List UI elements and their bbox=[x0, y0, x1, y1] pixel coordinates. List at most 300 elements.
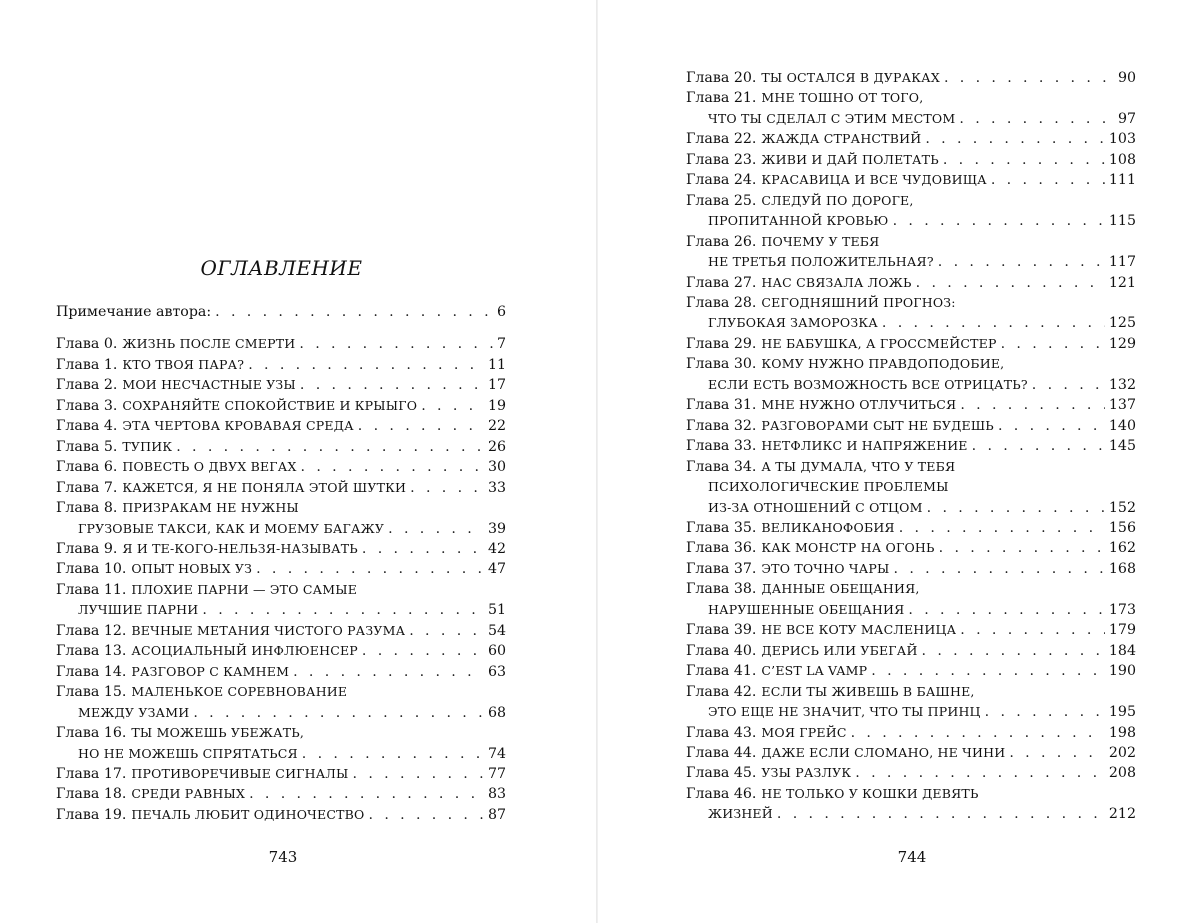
dot-leader bbox=[916, 273, 1105, 293]
chapter-number: Глава 18. bbox=[56, 786, 127, 803]
chapter-number: Глава 35. bbox=[686, 519, 757, 536]
dot-leader bbox=[193, 703, 484, 723]
page-ref: 108 bbox=[1108, 151, 1136, 168]
page-ref: 168 bbox=[1108, 560, 1136, 577]
page-ref: 30 bbox=[487, 459, 506, 476]
chapter-title: ТЫ ОСТАЛСЯ В ДУРАКАХ bbox=[761, 70, 940, 85]
chapter-number: Глава 5. bbox=[56, 438, 118, 455]
chapter-title: ПРОПИТАННОЙ КРОВЬЮ bbox=[708, 213, 889, 229]
page-ref: 117 bbox=[1108, 254, 1136, 271]
toc-entry bbox=[686, 191, 1136, 232]
toc-entry bbox=[686, 620, 1136, 640]
toc-entry bbox=[56, 437, 506, 457]
chapter-number: Глава 33. bbox=[686, 438, 757, 455]
toc-entry-line bbox=[686, 600, 1136, 620]
dot-leader bbox=[991, 170, 1105, 190]
chapter-number: Глава 42. bbox=[686, 683, 757, 700]
toc-entry-line bbox=[56, 621, 506, 641]
toc-entry-line bbox=[686, 763, 1136, 783]
toc-entry-line bbox=[56, 559, 506, 579]
dot-leader bbox=[248, 355, 484, 375]
chapter-title: ПРОТИВОРЕЧИВЫЕ СИГНАЛЫ bbox=[131, 765, 349, 781]
toc-entry-line bbox=[686, 273, 1136, 293]
page-number-left: 743 bbox=[268, 848, 298, 866]
dot-leader bbox=[388, 519, 484, 539]
chapter-number: Глава 24. bbox=[686, 172, 757, 189]
toc-entry bbox=[686, 129, 1136, 149]
toc-entry-line bbox=[56, 519, 506, 539]
dot-leader bbox=[871, 661, 1105, 681]
toc-entry-line bbox=[686, 416, 1136, 436]
toc-entry-line bbox=[686, 661, 1136, 681]
chapter-number: Глава 23. bbox=[686, 151, 757, 168]
toc-entry bbox=[686, 150, 1136, 170]
toc-entry-line bbox=[686, 354, 1136, 374]
chapter-title: НЕ ТРЕТЬЯ ПОЛОЖИТЕЛЬНАЯ? bbox=[708, 254, 934, 270]
toc-entry-line bbox=[56, 723, 506, 743]
toc-entry-line bbox=[56, 641, 506, 661]
toc-entry bbox=[686, 273, 1136, 293]
toc-entry-line bbox=[686, 170, 1136, 190]
toc-entry bbox=[686, 579, 1136, 620]
page-ref: 162 bbox=[1108, 540, 1136, 557]
chapter-title: ЖИЗНЕЙ bbox=[708, 806, 773, 822]
page-ref: 115 bbox=[1108, 213, 1136, 230]
toc-entry-line bbox=[56, 416, 506, 436]
chapter-number: Глава 31. bbox=[686, 397, 757, 414]
dot-leader bbox=[972, 436, 1105, 456]
page-ref: 22 bbox=[487, 418, 506, 435]
dot-leader bbox=[944, 68, 1114, 88]
toc-entry bbox=[686, 457, 1136, 518]
chapter-title: ЕСЛИ ЕСТЬ ВОЗМОЖНОСТЬ ВСЕ ОТРИЦАТЬ? bbox=[708, 376, 1028, 392]
dot-leader bbox=[409, 621, 484, 641]
chapter-title: МЕЖДУ УЗАМИ bbox=[78, 704, 190, 720]
toc-entry-line bbox=[686, 129, 1136, 149]
author-note-label: Примечание автора: bbox=[56, 304, 212, 320]
chapter-title: ВЕЧНЫЕ МЕТАНИЯ ЧИСТОГО РАЗУМА bbox=[131, 622, 406, 638]
chapter-number: Глава 34. bbox=[686, 458, 757, 475]
page-ref: 208 bbox=[1108, 765, 1136, 782]
page-ref: 19 bbox=[487, 397, 506, 414]
toc-entry-line bbox=[686, 723, 1136, 743]
toc-entry-line bbox=[686, 457, 1136, 477]
toc-entry bbox=[56, 498, 506, 539]
chapter-title: ТУПИК bbox=[122, 438, 173, 454]
dot-leader bbox=[927, 498, 1105, 518]
dot-leader bbox=[893, 211, 1105, 231]
toc-entry-line bbox=[686, 375, 1136, 395]
toc-entry-line bbox=[56, 539, 506, 559]
chapter-number: Глава 6. bbox=[56, 459, 118, 476]
chapter-title: РАЗГОВОРАМИ СЫТ НЕ БУДЕШЬ bbox=[761, 417, 994, 433]
dot-leader bbox=[301, 457, 484, 477]
toc-entry-line bbox=[56, 302, 506, 322]
page-ref: 68 bbox=[487, 704, 506, 721]
toc-entry-line bbox=[56, 703, 506, 723]
toc-entry bbox=[56, 621, 506, 641]
toc-entry bbox=[56, 478, 506, 498]
dot-leader bbox=[302, 744, 484, 764]
chapter-number: Глава 39. bbox=[686, 622, 757, 639]
gutter-divider bbox=[596, 0, 598, 923]
chapter-number: Глава 38. bbox=[686, 581, 757, 598]
chapter-number: Глава 2. bbox=[56, 377, 118, 394]
page-ref: 195 bbox=[1108, 704, 1136, 721]
chapter-title: НЕ БАБУШКА, А ГРОССМЕЙСТЕР bbox=[761, 335, 997, 351]
page-ref: 190 bbox=[1108, 663, 1136, 680]
dot-leader bbox=[299, 334, 493, 354]
chapter-number: Глава 43. bbox=[686, 724, 757, 741]
chapter-title: СОХРАНЯЙТЕ СПОКОЙСТВИЕ И КРЫЫГО bbox=[122, 397, 418, 413]
chapter-title: ГРУЗОВЫЕ ТАКСИ, КАК И МОЕМУ БАГАЖУ bbox=[78, 520, 385, 536]
chapter-title: ТЫ МОЖЕШЬ УБЕЖАТЬ, bbox=[131, 725, 305, 741]
chapter-number: Глава 25. bbox=[686, 192, 757, 209]
chapter-title: ОПЫТ НОВЫХ УЗ bbox=[131, 561, 253, 577]
chapter-number: Глава 28. bbox=[686, 294, 757, 311]
chapter-title: ДЕРИСЬ ИЛИ УБЕГАЙ bbox=[761, 642, 918, 658]
chapter-title: ВЕЛИКАНОФОБИЯ bbox=[761, 519, 895, 535]
chapter-title: МАЛЕНЬКОЕ СОРЕВНОВАНИЕ bbox=[131, 684, 348, 700]
dot-leader bbox=[293, 662, 484, 682]
toc-entry-line bbox=[686, 743, 1136, 763]
toc-entry bbox=[56, 682, 506, 723]
toc-entry-line bbox=[56, 805, 506, 825]
page-ref: 152 bbox=[1108, 499, 1136, 516]
page-ref: 179 bbox=[1108, 622, 1136, 639]
chapter-title: РАЗГОВОР С КАМНЕМ bbox=[131, 663, 290, 679]
dot-leader bbox=[943, 150, 1105, 170]
page-ref: 202 bbox=[1108, 744, 1136, 761]
chapter-title: ЭТО ЕЩЕ НЕ ЗНАЧИТ, ЧТО ТЫ ПРИНЦ bbox=[708, 704, 981, 720]
chapter-title: СЕГОДНЯШНИЙ ПРОГНОЗ: bbox=[761, 294, 956, 310]
page-ref: 6 bbox=[496, 304, 506, 320]
chapter-number: Глава 7. bbox=[56, 479, 118, 496]
chapter-number: Глава 20. bbox=[686, 70, 757, 86]
page-ref: 17 bbox=[487, 377, 506, 394]
toc-entry bbox=[686, 661, 1136, 681]
toc-entry bbox=[56, 396, 506, 416]
toc-entry-line bbox=[686, 784, 1136, 804]
chapter-number: Глава 44. bbox=[686, 744, 757, 761]
dot-leader bbox=[410, 478, 484, 498]
dot-leader bbox=[851, 723, 1105, 743]
chapter-number: Глава 40. bbox=[686, 642, 757, 659]
page-ref: 137 bbox=[1108, 397, 1136, 414]
page-ref: 198 bbox=[1108, 724, 1136, 741]
toc-entry-line bbox=[686, 293, 1136, 313]
toc-entry bbox=[686, 641, 1136, 661]
chapter-title: ПСИХОЛОГИЧЕСКИЕ ПРОБЛЕМЫ bbox=[708, 479, 949, 495]
page-ref: 26 bbox=[487, 438, 506, 455]
dot-leader bbox=[362, 539, 484, 559]
toc-entry bbox=[686, 395, 1136, 415]
toc-entry-line bbox=[56, 682, 506, 702]
toc-entry-line bbox=[686, 804, 1136, 824]
chapter-title: МОЯ ГРЕЙС bbox=[761, 724, 847, 740]
toc-entry-line bbox=[686, 109, 1136, 129]
chapter-title: КАЖЕТСЯ, Я НЕ ПОНЯЛА ЭТОЙ ШУТКИ bbox=[122, 479, 407, 495]
chapter-number: Глава 10. bbox=[56, 561, 127, 578]
chapter-title: ЕСЛИ ТЫ ЖИВЕШЬ В БАШНЕ, bbox=[761, 683, 975, 699]
page-ref: 83 bbox=[487, 786, 506, 803]
dot-leader bbox=[353, 764, 484, 784]
dot-leader bbox=[256, 559, 484, 579]
page-ref: 39 bbox=[487, 520, 506, 537]
dot-leader bbox=[358, 416, 484, 436]
dot-leader bbox=[1009, 743, 1105, 763]
toc-entry-line bbox=[686, 702, 1136, 722]
toc-entry-line bbox=[686, 518, 1136, 538]
table-of-contents-right bbox=[686, 68, 1136, 825]
toc-entry bbox=[686, 334, 1136, 354]
toc-entry bbox=[686, 538, 1136, 558]
chapter-number: Глава 4. bbox=[56, 418, 118, 435]
chapter-title: ЧТО ТЫ СДЕЛАЛ С ЭТИМ МЕСТОМ bbox=[708, 110, 956, 126]
dot-leader bbox=[938, 252, 1105, 272]
chapter-title: ГЛУБОКАЯ ЗАМОРОЗКА bbox=[708, 315, 878, 331]
page-ref: 129 bbox=[1108, 335, 1136, 352]
chapter-title: НЕ ТОЛЬКО У КОШКИ ДЕВЯТЬ bbox=[761, 785, 979, 801]
toc-entry-line bbox=[686, 334, 1136, 354]
toc-entry bbox=[56, 784, 506, 804]
toc-entry bbox=[56, 559, 506, 579]
right-page bbox=[599, 0, 1198, 923]
chapter-title: УЗЫ РАЗЛУК bbox=[761, 765, 852, 781]
page-ref: 156 bbox=[1108, 519, 1136, 536]
chapter-number: Глава 13. bbox=[56, 643, 127, 660]
dot-leader bbox=[215, 302, 493, 322]
toc-entry-author-note bbox=[56, 302, 506, 322]
chapter-title: ЛУЧШИЕ ПАРНИ bbox=[78, 602, 199, 618]
page-ref: 121 bbox=[1108, 274, 1136, 291]
dot-leader bbox=[249, 784, 484, 804]
chapter-title: КАК МОНСТР НА ОГОНЬ bbox=[761, 540, 935, 556]
toc-entry-line bbox=[56, 437, 506, 457]
page-ref: 87 bbox=[487, 806, 506, 823]
dot-leader bbox=[176, 437, 484, 457]
chapter-title: ЖИЗНЬ ПОСЛЕ СМЕРТИ bbox=[122, 336, 296, 352]
toc-entry-line bbox=[686, 579, 1136, 599]
toc-entry-line bbox=[686, 538, 1136, 558]
chapter-title: ДАЖЕ ЕСЛИ СЛОМАНО, НЕ ЧИНИ bbox=[761, 744, 1006, 760]
page-ref: 63 bbox=[487, 663, 506, 680]
chapter-title: ПЛОХИЕ ПАРНИ — ЭТО САМЫЕ bbox=[131, 581, 358, 597]
chapter-number: Глава 14. bbox=[56, 663, 127, 680]
dot-leader bbox=[959, 109, 1114, 129]
chapter-title: АСОЦИАЛЬНЫЙ ИНФЛЮЕНСЕР bbox=[131, 643, 358, 659]
dot-leader bbox=[925, 129, 1105, 149]
chapter-number: Глава 11. bbox=[56, 581, 127, 598]
toc-entry bbox=[56, 334, 506, 354]
dot-leader bbox=[960, 620, 1105, 640]
page-ref: 132 bbox=[1108, 376, 1136, 393]
chapter-title: ИЗ-ЗА ОТНОШЕНИЙ С ОТЦОМ bbox=[708, 499, 923, 515]
toc-entry bbox=[686, 559, 1136, 579]
chapter-title: КТО ТВОЯ ПАРА? bbox=[122, 356, 245, 372]
page-ref: 173 bbox=[1108, 601, 1136, 618]
chapter-title: НЕТФЛИКС И НАПРЯЖЕНИЕ bbox=[761, 438, 968, 454]
dot-leader bbox=[882, 313, 1105, 333]
chapter-number: Глава 19. bbox=[56, 806, 127, 823]
chapter-title: НЕ ВСЕ КОТУ МАСЛЕНИЦА bbox=[761, 622, 957, 638]
page-ref: 145 bbox=[1108, 438, 1136, 455]
toc-entry bbox=[56, 723, 506, 764]
toc-entry-line bbox=[56, 355, 506, 375]
toc-entry bbox=[686, 682, 1136, 723]
toc-entry-line bbox=[686, 150, 1136, 170]
chapter-title: ЖАЖДА СТРАНСТВИЙ bbox=[761, 131, 922, 147]
chapter-title: СРЕДИ РАВНЫХ bbox=[131, 786, 246, 802]
toc-entry bbox=[686, 170, 1136, 190]
chapter-title: СЛЕДУЙ ПО ДОРОГЕ, bbox=[761, 192, 914, 208]
toc-entry-line bbox=[56, 396, 506, 416]
chapter-number: Глава 45. bbox=[686, 765, 757, 782]
page-ref: 74 bbox=[487, 745, 506, 762]
toc-entry-line bbox=[56, 498, 506, 518]
toc-entry-line bbox=[686, 682, 1136, 702]
toc-entry bbox=[56, 662, 506, 682]
toc-entry bbox=[686, 232, 1136, 273]
chapter-title: НАРУШЕННЫЕ ОБЕЩАНИЯ bbox=[708, 601, 905, 617]
toc-entry bbox=[56, 580, 506, 621]
toc-entry-line bbox=[56, 375, 506, 395]
chapter-number: Глава 26. bbox=[686, 233, 757, 250]
toc-entry bbox=[56, 355, 506, 375]
page-ref: 33 bbox=[487, 479, 506, 496]
chapter-title: МНЕ НУЖНО ОТЛУЧИТЬСЯ bbox=[761, 397, 957, 413]
page-ref: 60 bbox=[487, 643, 506, 660]
chapter-title: C’EST LA VAMP bbox=[761, 663, 868, 679]
chapter-title: КРАСАВИЦА И ВСЕ ЧУДОВИЩА bbox=[761, 172, 987, 188]
chapter-number: Глава 46. bbox=[686, 785, 757, 802]
dot-leader bbox=[855, 763, 1105, 783]
dot-leader bbox=[300, 375, 484, 395]
chapter-title: НО НЕ МОЖЕШЬ СПРЯТАТЬСЯ bbox=[78, 745, 298, 761]
toc-entry-line bbox=[56, 478, 506, 498]
chapter-number: Глава 30. bbox=[686, 356, 757, 373]
toc-entry bbox=[56, 539, 506, 559]
dot-leader bbox=[421, 396, 484, 416]
chapter-number: Глава 22. bbox=[686, 131, 757, 148]
toc-entry-line bbox=[686, 68, 1136, 88]
toc-entry bbox=[686, 416, 1136, 436]
page-ref: 140 bbox=[1108, 417, 1136, 434]
toc-entry-line bbox=[56, 457, 506, 477]
page-ref: 111 bbox=[1108, 172, 1136, 189]
toc-entry-line bbox=[56, 600, 506, 620]
toc-entry bbox=[56, 416, 506, 436]
chapter-title: ЖИВИ И ДАЙ ПОЛЕТАТЬ bbox=[761, 151, 939, 167]
toc-entry-line bbox=[686, 211, 1136, 231]
toc-entry-line bbox=[686, 559, 1136, 579]
toc-entry bbox=[56, 457, 506, 477]
chapter-title: ПОЧЕМУ У ТЕБЯ bbox=[761, 233, 880, 249]
toc-entry bbox=[686, 784, 1136, 825]
dot-leader bbox=[369, 805, 484, 825]
chapter-title: МОИ НЕСЧАСТНЫЕ УЗЫ bbox=[122, 377, 296, 393]
chapter-number: Глава 32. bbox=[686, 417, 757, 434]
chapter-number: Глава 36. bbox=[686, 540, 757, 557]
dot-leader bbox=[202, 600, 484, 620]
dot-leader bbox=[1032, 375, 1105, 395]
toc-entry bbox=[56, 375, 506, 395]
toc-entry bbox=[686, 88, 1136, 129]
toc-entry bbox=[686, 743, 1136, 763]
page-ref: 90 bbox=[1117, 70, 1136, 86]
page-ref: 97 bbox=[1117, 110, 1136, 127]
chapter-number: Глава 37. bbox=[686, 560, 757, 577]
dot-leader bbox=[998, 416, 1105, 436]
page-ref: 125 bbox=[1108, 315, 1136, 332]
toc-entry-line bbox=[686, 232, 1136, 252]
chapter-number: Глава 8. bbox=[56, 500, 118, 517]
chapter-title: Я И ТЕ-КОГО-НЕЛЬЗЯ-НАЗЫВАТЬ bbox=[122, 540, 358, 556]
chapter-title: ПОВЕСТЬ О ДВУХ ВЕГАХ bbox=[122, 459, 297, 475]
toc-entry-line bbox=[686, 477, 1136, 497]
dot-leader bbox=[1001, 334, 1105, 354]
dot-leader bbox=[777, 804, 1105, 824]
table-of-contents-left bbox=[56, 302, 506, 825]
dot-leader bbox=[939, 538, 1105, 558]
chapter-number: Глава 17. bbox=[56, 765, 127, 782]
page-ref: 212 bbox=[1108, 806, 1136, 823]
chapter-number: Глава 3. bbox=[56, 397, 118, 414]
page-ref: 11 bbox=[487, 356, 506, 373]
toc-entry-line bbox=[686, 436, 1136, 456]
page-title: ОГЛАВЛЕНИЕ bbox=[200, 256, 363, 280]
dot-leader bbox=[362, 641, 484, 661]
toc-entry-line bbox=[56, 784, 506, 804]
toc-entry bbox=[686, 518, 1136, 538]
page-ref: 7 bbox=[496, 336, 506, 353]
chapter-number: Глава 21. bbox=[686, 90, 757, 107]
toc-entry bbox=[56, 805, 506, 825]
toc-entry-line bbox=[56, 580, 506, 600]
page-number-right: 744 bbox=[897, 848, 927, 866]
dot-leader bbox=[894, 559, 1105, 579]
toc-entry bbox=[686, 436, 1136, 456]
toc-entry-line bbox=[686, 252, 1136, 272]
toc-entry bbox=[686, 723, 1136, 743]
chapter-title: ПЕЧАЛЬ ЛЮБИТ ОДИНОЧЕСТВО bbox=[131, 806, 365, 822]
chapter-number: Глава 15. bbox=[56, 684, 127, 701]
chapter-title: ДАННЫЕ ОБЕЩАНИЯ, bbox=[761, 581, 920, 597]
chapter-number: Глава 27. bbox=[686, 274, 757, 291]
chapter-number: Глава 41. bbox=[686, 663, 757, 680]
toc-entry-line bbox=[56, 744, 506, 764]
chapter-number: Глава 16. bbox=[56, 725, 127, 742]
chapter-number: Глава 12. bbox=[56, 622, 127, 639]
chapter-title: ЭТА ЧЕРТОВА КРОВАВАЯ СРЕДА bbox=[122, 418, 354, 434]
toc-entry-line bbox=[686, 620, 1136, 640]
toc-entry bbox=[56, 764, 506, 784]
dot-leader bbox=[908, 600, 1105, 620]
page-ref: 47 bbox=[487, 561, 506, 578]
chapter-title: КОМУ НУЖНО ПРАВДОПОДОБИЕ, bbox=[761, 356, 1005, 372]
dot-leader bbox=[922, 641, 1105, 661]
toc-entry bbox=[686, 354, 1136, 395]
chapter-number: Глава 29. bbox=[686, 335, 757, 352]
toc-entry-line bbox=[56, 764, 506, 784]
page-ref: 77 bbox=[487, 765, 506, 782]
dot-leader bbox=[960, 395, 1105, 415]
toc-entry-line bbox=[686, 498, 1136, 518]
chapter-title: ЭТО ТОЧНО ЧАРЫ bbox=[761, 560, 890, 576]
toc-entry-line bbox=[686, 88, 1136, 108]
dot-leader bbox=[899, 518, 1105, 538]
toc-entry-line bbox=[686, 191, 1136, 211]
